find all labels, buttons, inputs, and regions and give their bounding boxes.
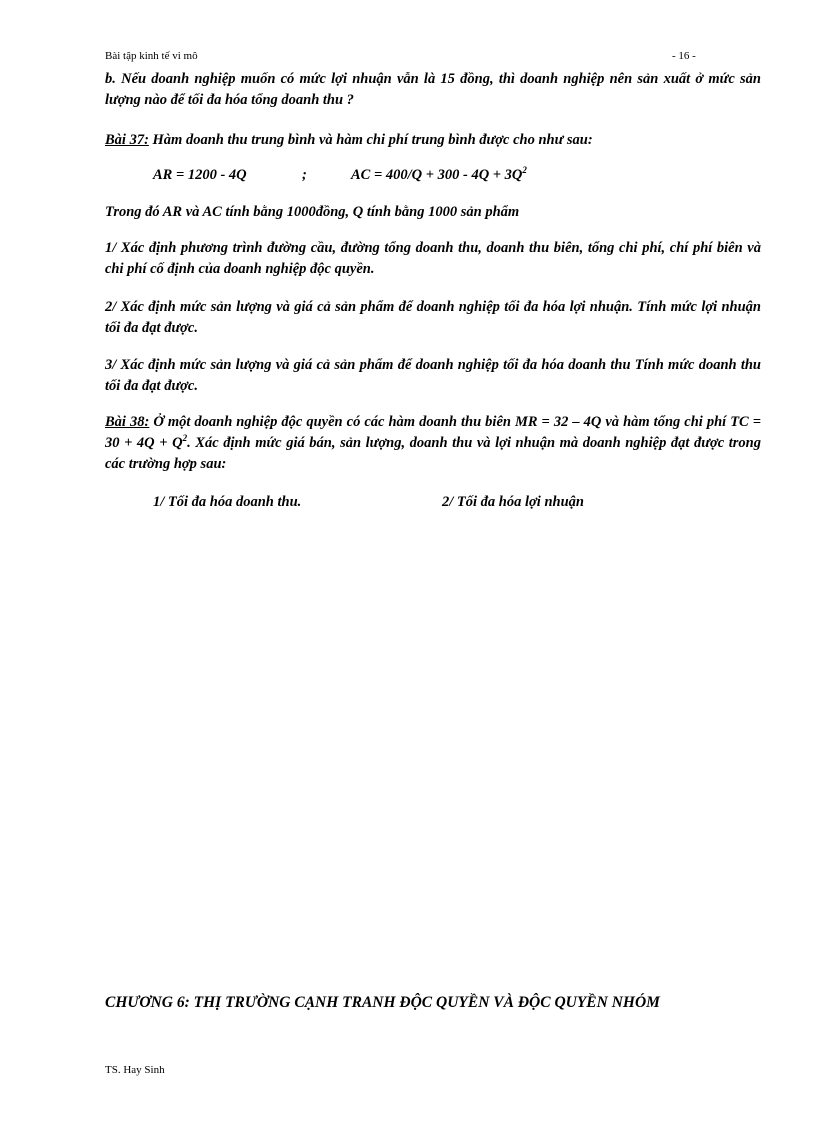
bai38-paragraph bbox=[105, 412, 761, 475]
bai38-option-1: 1/ Tối đa hóa doanh thu. bbox=[153, 494, 302, 510]
bai38-option-2: 2/ Tối đa hóa lợi nhuận bbox=[442, 494, 584, 510]
running-header-title: Bài tập kinh tế vi mô bbox=[105, 50, 198, 62]
ac-equation bbox=[351, 165, 527, 186]
bai37-heading bbox=[105, 130, 761, 151]
page-number: - 16 - bbox=[672, 50, 696, 62]
equation-separator: ; bbox=[302, 167, 307, 183]
question-b: b. Nếu doanh nghiệp muốn có mức lợi nhuận vẫn là 15 đồng, thì doanh nghiệp nên sản xuất ở mức sản lượng nào để tối đa hóa tổng doanh thu ? bbox=[105, 71, 761, 108]
chapter-title: CHƯƠNG 6: THỊ TRƯỜNG CẠNH TRANH ĐỘC QUYỀN VÀ ĐỘC QUYỀN NHÓM bbox=[105, 994, 660, 1011]
bai38-text-2: . Xác định mức giá bán, sản lượng, doanh thu và lợi nhuận mà doanh nghiệp đạt được trong các trường hợp sau: bbox=[105, 435, 761, 472]
bai37-intro: Hàm doanh thu trung bình và hàm chi phí trung bình được cho như sau: bbox=[148, 132, 593, 148]
units-note: Trong đó AR và AC tính bằng 1000đồng, Q tính bằng 1000 sản phẩm bbox=[105, 204, 520, 220]
bai37-question-2: 2/ Xác định mức sản lượng và giá cả sản phẩm để doanh nghiệp tối đa hóa lợi nhuận. Tính mức lợi nhuận tối đa đạt được. bbox=[105, 299, 761, 336]
bai37-question-1: 1/ Xác định phương trình đường cầu, đường tổng doanh thu, doanh thu biên, tổng chi phí, chí phí biên và chi phí cố định của doanh nghiệp độc quyền. bbox=[105, 240, 761, 277]
ar-equation: AR = 1200 - 4Q bbox=[153, 167, 247, 183]
footer-author: TS. Hay Sinh bbox=[105, 1064, 165, 1076]
ac-exponent: 2 bbox=[522, 165, 527, 176]
ac-equation-text: AC = 400/Q + 300 - 4Q + 3Q bbox=[351, 167, 523, 183]
bai38-label: Bài 38: bbox=[105, 414, 150, 430]
bai38-exponent: 2 bbox=[182, 433, 188, 444]
bai37-question-3: 3/ Xác định mức sản lượng và giá cả sản phẩm để doanh nghiệp tối đa hóa doanh thu Tính mức doanh thu tối đa đạt được. bbox=[105, 357, 761, 394]
bai37-label: Bài 37: bbox=[105, 132, 149, 148]
bai38-text: Ở một doanh nghiệp độc quyền có các hàm doanh thu biên MR = 32 – 4Q và hàm tổng chi phí TC = 30 + 4Q + Q bbox=[105, 414, 762, 451]
